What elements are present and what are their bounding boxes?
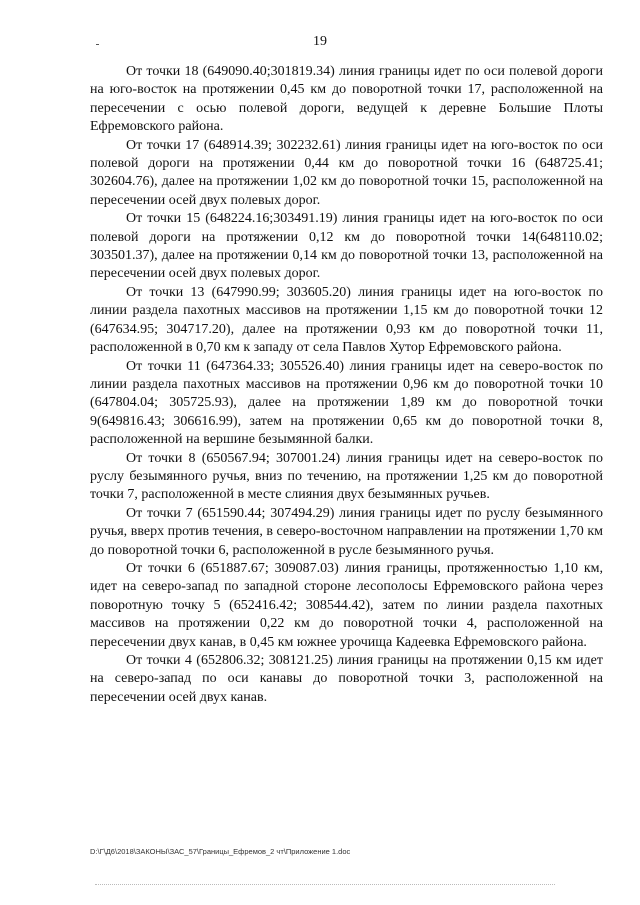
paragraph-point-17: От точки 17 (648914.39; 302232.61) линия границы идет на юго-восток по оси полевой дороги на протяжении 0,44 км до поворотной точки 16 (648725.41; 302604.76), далее на протяжении 1,02 км до поворотной точки 15, расположенной на пересечении осей двух полевых дорог. (90, 137, 603, 208)
paragraph-point-11: От точки 11 (647364.33; 305526.40) линия границы идет на северо-восток по линии раздела пахотных массивов на протяжении 0,96 км до поворотной точки 10 (647804.04; 305725.93), далее на протяжении 1,89 км до поворотной точки 9(649816.43; 306616.99), затем на протяжении 0,65 км до поворотной точки 8, расположенной на вершине безымянной балки. (90, 358, 603, 448)
paragraph-point-6: От точки 6 (651887.67; 309087.03) линия границы, протяженностью 1,10 км, идет на северо-запад по западной стороне лесополосы Ефремовского района через поворотную точку 5 (652416.42; 308544.42), затем по линии раздела пахотных массивов на протяжении 0,22 км до поворотной точки 4, расположенной на пересечении двух канав, в 0,45 км южнее урочища Кадеевка Ефремовского района. (90, 560, 603, 650)
paragraph-point-18: От точки 18 (649090.40;301819.34) линия границы идет по оси полевой дороги на юго-восток на протяжении 0,45 км до поворотной точки 17, расположенной на пересечении с осью полевой дороги, ведущей к деревне Большие Плоты Ефремовского района. (90, 64, 603, 135)
paragraph-point-4: От точки 4 (652806.32; 308121.25) линия границы на протяжении 0,15 км идет на северо-запад по оси канавы до поворотной точки 3, расположенной на пересечении осей двух канав. (90, 653, 603, 705)
paragraph-point-13: От точки 13 (647990.99; 303605.20) линия границы идет на юго-восток по линии раздела пахотных массивов на протяжении 1,15 км до поворотной точки 12 (647634.95; 304717.20), далее на протяжении 0,93 км до поворотной точки 11, расположенной в 0,70 км к западу от села Павлов Хутор Ефремовского района. (90, 284, 603, 356)
paragraph-point-15: От точки 15 (648224.16;303491.19) линия границы идет на юго-восток по оси полевой дороги на протяжении 0,12 км до поворотной точки 14(648110.02; 303501.37), далее на протяжении 0,14 км до поворотной точки 13, расположенной на пересечении осей двух полевых дорог. (90, 211, 603, 282)
page-number: 19 (313, 34, 327, 49)
scan-artifact-line (95, 884, 555, 885)
document-body (90, 63, 603, 707)
paragraph-point-7: От точки 7 (651590.44; 307494.29) линия границы идет по руслу безымянного ручья, вверх против течения, в северо-восточном направлении на протяжении 1,70 км до поворотной точки 6, расположенной в русле безымянного ручья. (90, 505, 603, 558)
paragraph-point-8: От точки 8 (650567.94; 307001.24) линия границы идет на северо-восток по руслу безымянного ручья, вниз по течению, на протяжении 1,25 км до поворотной точки 7, расположенной в месте слияния двух безымянных ручьев. (90, 450, 603, 503)
file-path-footer: D:\Г\Д6\2018\ЗАКОНЫ\ЗАС_57\Границы_Ефремов_2 чт\Приложение 1.doc (90, 847, 351, 856)
